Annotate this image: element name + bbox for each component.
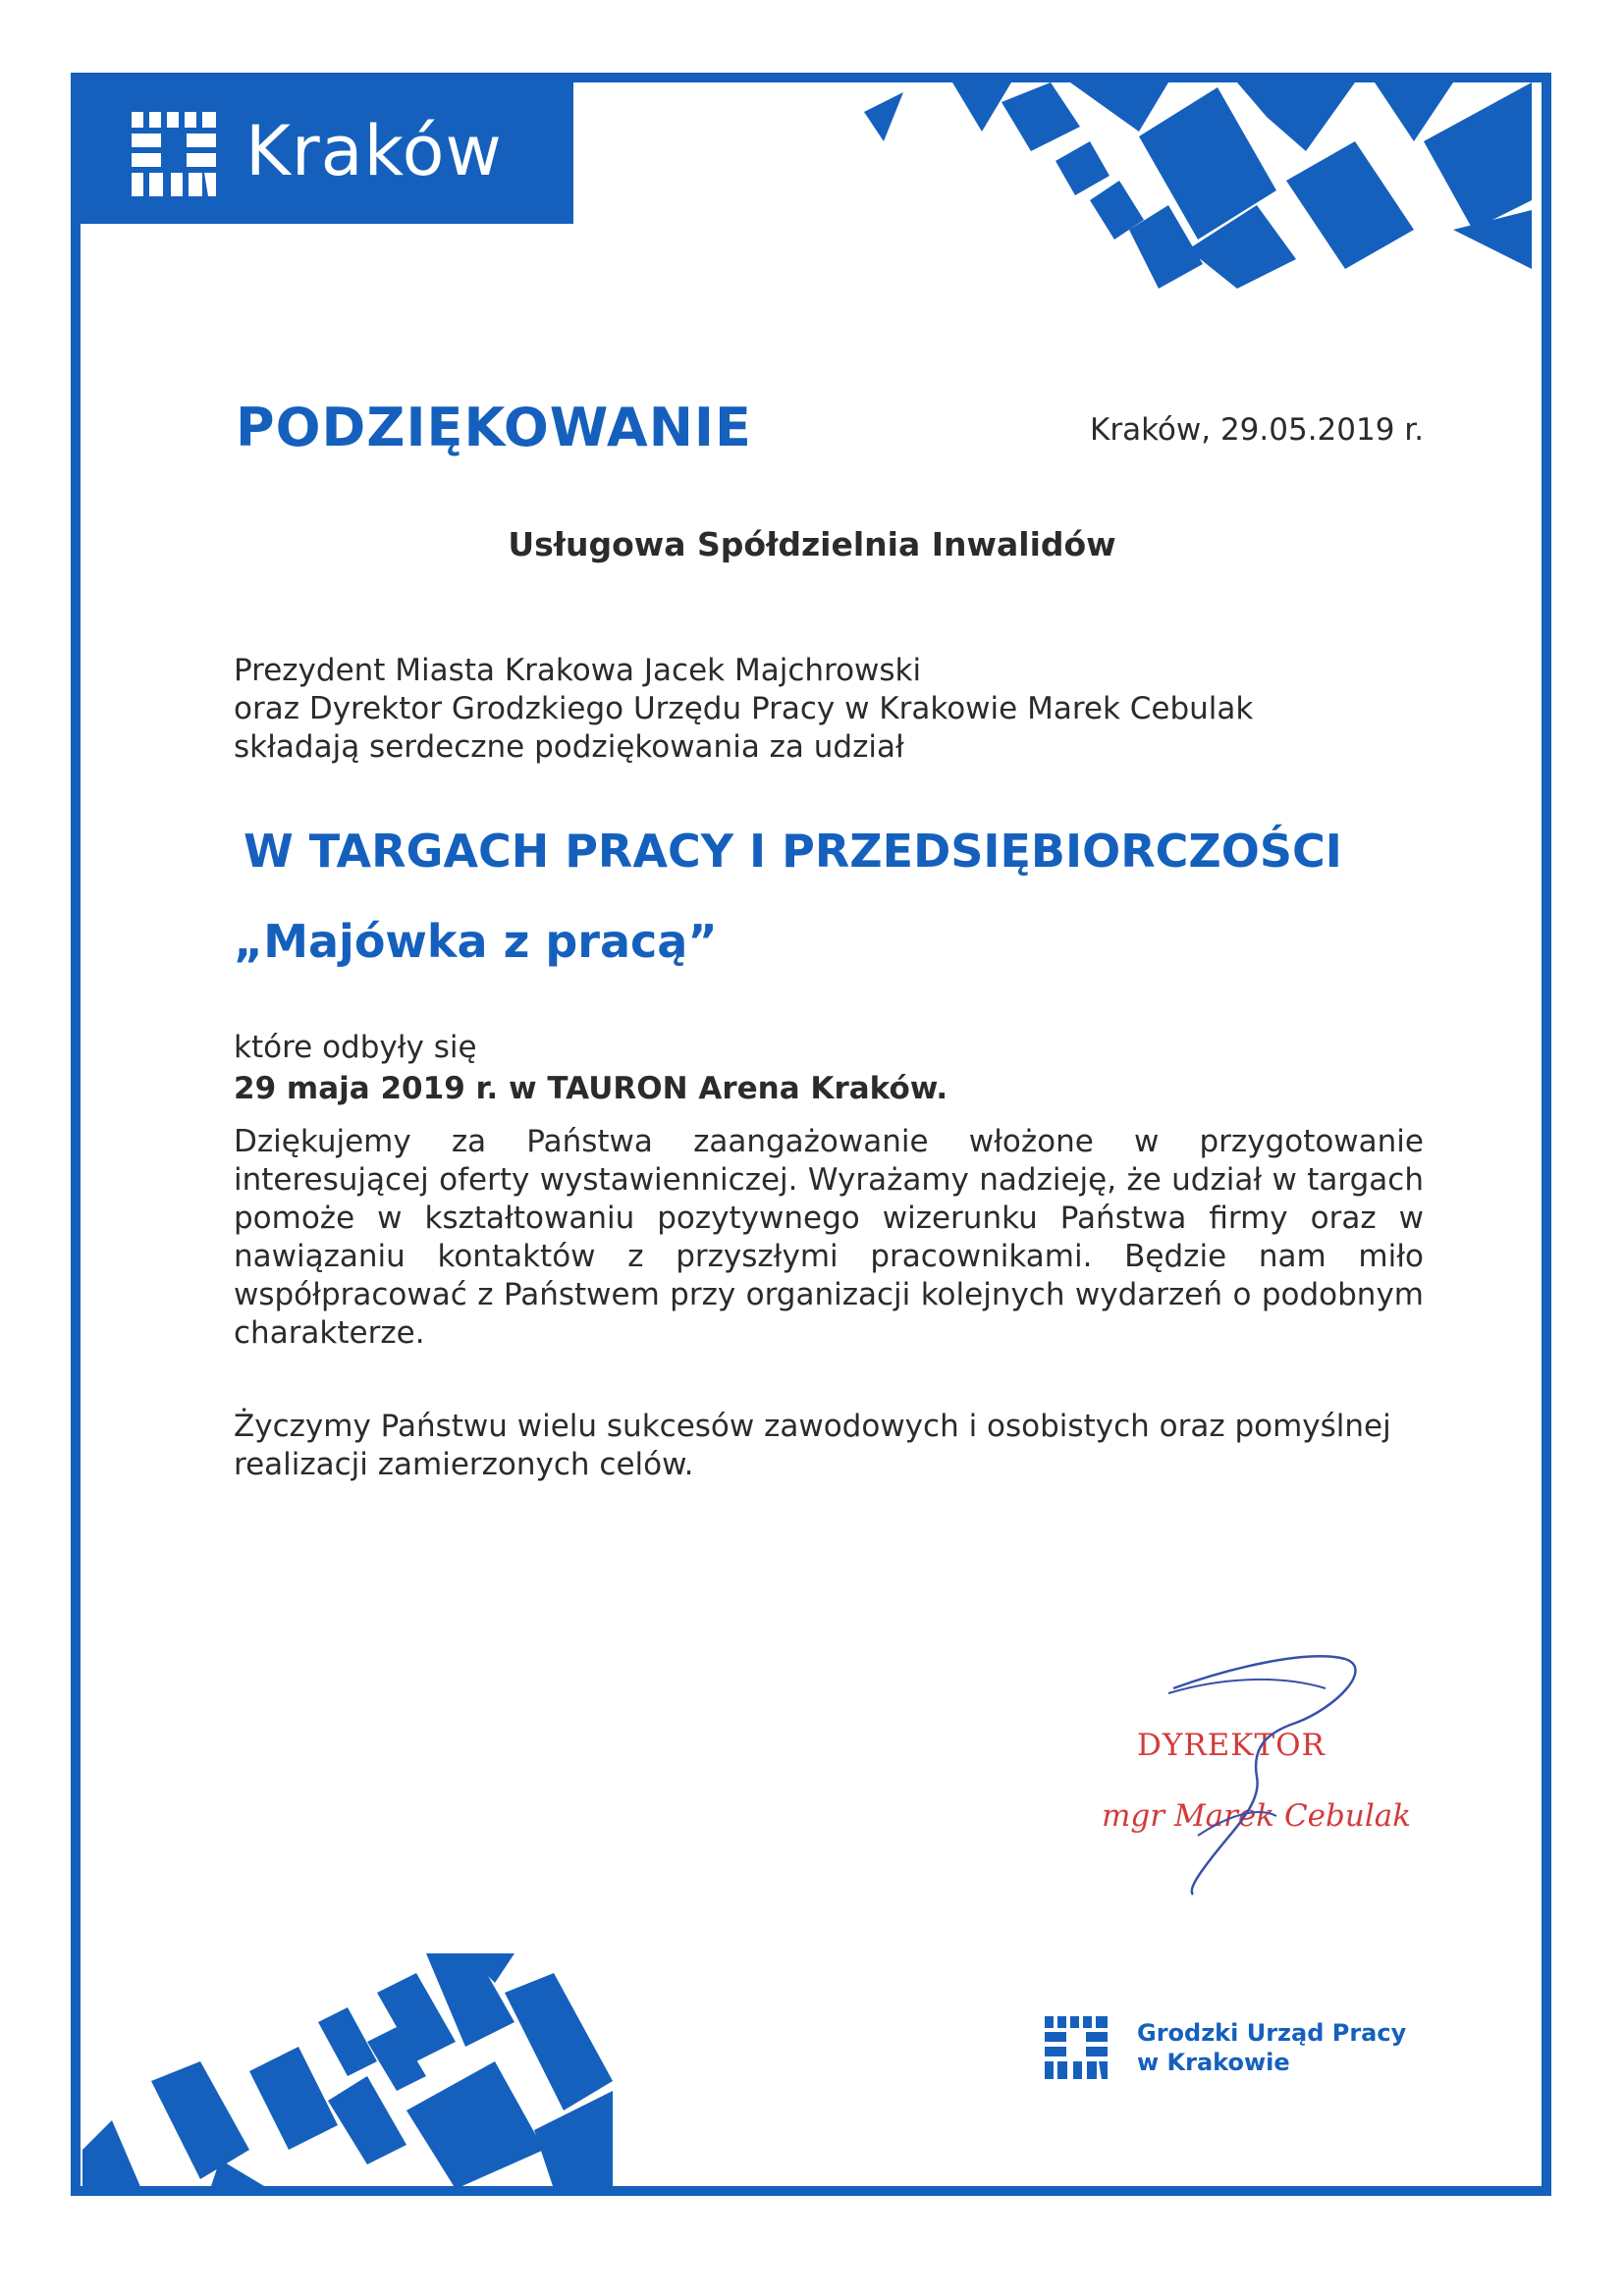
intro-text	[234, 652, 1253, 767]
stamp-name: mgr Marek Cebulak	[1102, 1798, 1411, 1834]
wishes-paragraph: Życzymy Państwu wielu sukcesów zawodowych i osobistych oraz pomyślnej realizacji zamierzonych celów.	[234, 1409, 1391, 1482]
organization-line: Grodzki Urząd Pracy	[1137, 2019, 1407, 2047]
body-paragraph: Dziękujemy za Państwa zaangażowanie włożone w przygotowanie interesującej oferty wystawienniczej. Wyrażamy nadzieję, że udział w targach pomoże w kształtowaniu pozytywnego wizerunku Państwa firmy oraz w nawiązaniu kontaktów z przyszłymi pracownikami. Będzie nam miło współpracować z Państwem przy organizacji kolejnych wydarzeń o podobnym charakterze.	[234, 1124, 1424, 1351]
header-logo-band	[81, 82, 573, 224]
brand-name: Kraków	[245, 111, 503, 191]
signature-block	[1080, 1629, 1414, 1904]
organization-name	[1137, 2018, 1406, 2077]
handwritten-signature	[1080, 1629, 1414, 1904]
recipient-name: Usługowa Spółdzielnia Inwalidów	[508, 525, 1116, 563]
gup-logo-icon	[1045, 2016, 1108, 2079]
intro-line: oraz Dyrektor Grodzkiego Urzędu Pracy w Krakowie Marek Cebulak	[234, 691, 1254, 726]
document-date: Kraków, 29.05.2019 r.	[1090, 412, 1425, 448]
decorative-pattern-bottom	[82, 1953, 632, 2189]
when-line: które odbyły się	[234, 1030, 477, 1065]
decorative-pattern-top	[844, 82, 1542, 298]
organization-line: w Krakowie	[1137, 2049, 1290, 2076]
event-title: W TARGACH PRACY I PRZEDSIĘBIORCZOŚCI	[244, 825, 1342, 878]
event-subtitle: „Majówka z pracą”	[234, 915, 718, 968]
document-title: PODZIĘKOWANIE	[236, 397, 752, 458]
footer-organization	[1045, 2010, 1418, 2089]
intro-line: składają serdeczne podziękowania za udział	[234, 729, 904, 765]
stamp-title: DYREKTOR	[1137, 1728, 1326, 1763]
when-line-bold: 29 maja 2019 r. w TAURON Arena Kraków.	[234, 1071, 948, 1106]
event-date-place	[234, 1027, 947, 1109]
intro-line: Prezydent Miasta Krakowa Jacek Majchrowski	[234, 653, 922, 688]
krakow-logo-icon	[132, 112, 216, 196]
